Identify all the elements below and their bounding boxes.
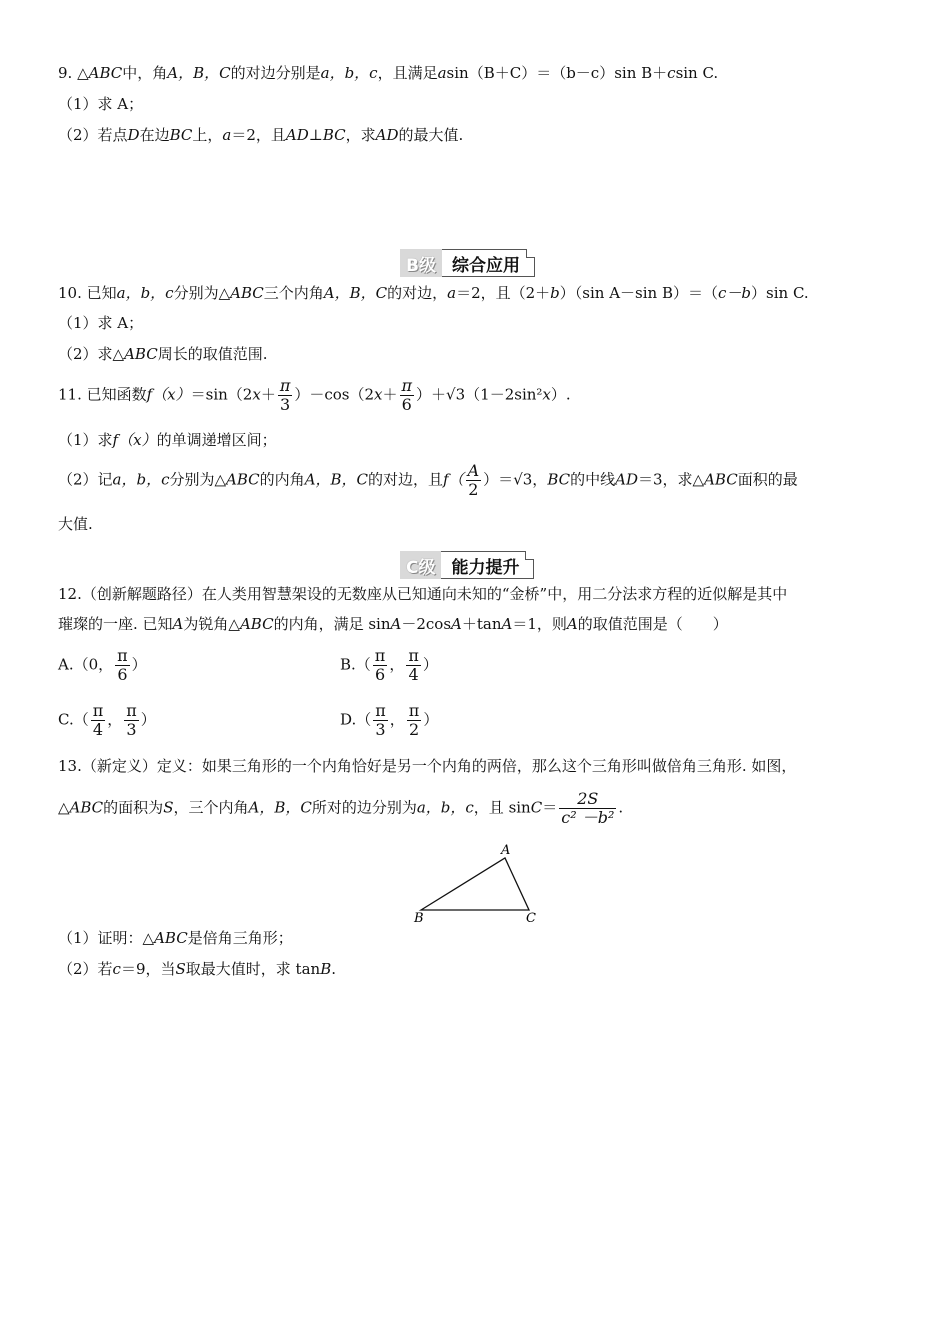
q13-frac-2s: $\frac{2S}{\text{c² －b²}}$ bbox=[561, 789, 615, 827]
vertex-b-label: B bbox=[414, 911, 424, 926]
q13-part1: （1）证明：△ABC是倍角三角形； bbox=[58, 929, 293, 947]
sqrt3: √3 bbox=[513, 470, 533, 489]
vertex-c-label: C bbox=[526, 911, 536, 926]
level-c-tag: C级 bbox=[400, 551, 441, 579]
q12-option-b[interactable]: B.（ $\frac{\pi}{6}$ ， $\frac{\pi}{4}$ ） bbox=[340, 646, 438, 684]
q12-option-c[interactable]: C.（ $\frac{\pi}{4}$ ， $\frac{\pi}{3}$ ） bbox=[58, 701, 156, 739]
q9-part1: （1）求 A； bbox=[58, 95, 144, 113]
q11-stem: 11. 已知函数f（x）＝sin（2x＋ $\frac{\pi}{3}$ ）－cos（2x＋ $\frac{\pi}{6}$ ）＋√3（1－2sin²x）. bbox=[58, 376, 571, 414]
q11-part2: （2）记a，b，c分别为△ABC的内角A，B，C的对边，且f（ $\frac{A}{2}$ ）＝√3，BC的中线AD＝3，求△ABC面积的最 bbox=[58, 461, 798, 499]
triangle-abc bbox=[421, 858, 529, 910]
q13-line2: △ABC的面积为S，三个内角A，B，C所对的边分别为a，b，c，且 sinC＝ $\frac{2S}{\text{c² －b²}}$ . bbox=[58, 789, 624, 827]
vertex-a-label: A bbox=[501, 843, 511, 858]
q12-line2: 璀璨的一座. 已知A为锐角△ABC的内角，满足 sinA－2cosA＋tanA＝1，则A的取值范围是（ ） bbox=[58, 615, 728, 633]
q11-part2-cont: 大值. bbox=[58, 515, 93, 533]
q13-line1: 13.（新定义）定义：如果三角形的一个内角恰好是另一个内角的两倍，那么这个三角形叫做倍角三角形. 如图， bbox=[58, 757, 797, 775]
q11-part1: （1）求f（x）的单调递增区间； bbox=[58, 431, 277, 449]
level-c-header bbox=[400, 551, 534, 579]
sqrt3: √3 bbox=[446, 385, 466, 404]
q10-stem: 10. 已知a，b，c分别为△ABC三个内角A，B，C的对边，a＝2，且（2＋b）（sin A－sin B）＝（c－b）sin C. bbox=[58, 284, 809, 302]
q9-part2: （2）若点D在边BC上，a＝2，且AD⊥BC，求AD的最大值. bbox=[58, 126, 464, 144]
q9-stem: 9. △ABC中，角A，B，C的对边分别是a，b，c，且满足asin（B＋C）＝（b－c）sin B＋csin C. bbox=[58, 64, 719, 82]
q12-option-d[interactable]: D.（ $\frac{\pi}{3}$ ， $\frac{\pi}{2}$ ） bbox=[340, 701, 439, 739]
level-b-title: 综合应用 bbox=[442, 249, 535, 277]
q11-frac-pi-3: $\frac{\pi}{3}$ bbox=[279, 376, 291, 414]
q13-part2: （2）若c＝9，当S取最大值时，求 tanB. bbox=[58, 960, 336, 978]
q10-part1: （1）求 A； bbox=[58, 314, 144, 332]
level-b-header bbox=[400, 249, 535, 277]
q10-part2: （2）求△ABC周长的取值范围. bbox=[58, 345, 268, 363]
q12-line1: 12.（创新解题路径）在人类用智慧架设的无数座从已知通向未知的“金桥”中，用二分法求方程的近似解是其中 bbox=[58, 585, 788, 603]
q12-option-a[interactable]: A.（0， $\frac{\pi}{6}$ ） bbox=[58, 646, 147, 684]
q11-frac-pi-6: $\frac{\pi}{6}$ bbox=[401, 376, 413, 414]
level-b-tag: B级 bbox=[400, 249, 442, 277]
triangle-figure bbox=[405, 840, 555, 930]
q11-frac-a-2: $\frac{A}{2}$ bbox=[467, 461, 480, 499]
level-c-title: 能力提升 bbox=[441, 551, 534, 579]
